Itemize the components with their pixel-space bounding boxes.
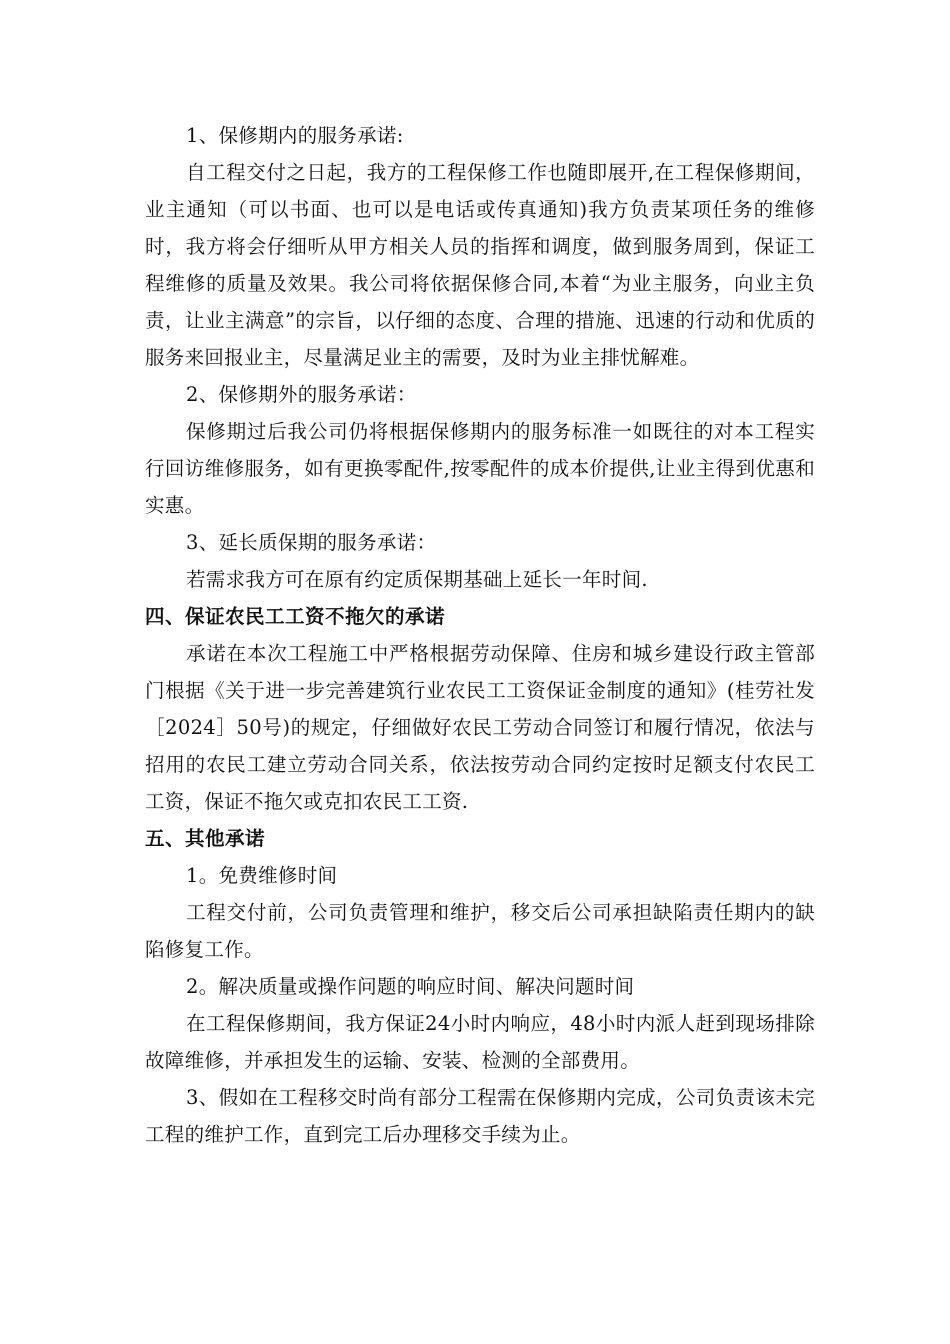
paragraph-post-warranty-detail: 保修期过后我公司仍将根据保修期内的服务标准一如既往的对本工程实行回访维修服务，如有更换零配件,按零配件的成本价提供,让业主得到优惠和实惠。 xyxy=(145,420,815,517)
paragraph-unfinished-work-commitment: 3、假如在工程移交时尚有部分工程需在保修期内完成，公司负责该未完工程的维护工作，直到完工后办理移交手续为止。 xyxy=(145,1086,815,1146)
section-item-free-repair-time: 1。免费维修时间 xyxy=(186,864,338,887)
paragraph-extended-warranty-detail: 若需求我方可在原有约定质保期基础上延长一年时间. xyxy=(186,568,648,591)
section-heading-other-commitments: 五、其他承诺 xyxy=(145,827,266,850)
section-heading-wage-commitment: 四、保证农民工工资不拖欠的承诺 xyxy=(145,605,446,628)
section-item-warranty-period-commitment: 1、保修期内的服务承诺: xyxy=(186,124,404,147)
document-body xyxy=(145,117,815,1153)
paragraph-wage-commitment-detail: 承诺在本次工程施工中严格根据劳动保障、住房和城乡建设行政主管部门根据《关于进一步完善建筑行业农民工工资保证金制度的通知》(桂劳社发［2024］50号)的规定，仔细做好农民工劳动合同签订和履行情况，依法与招用的农民工建立劳动合同关系，依法按劳动合同约定按时足额支付农民工工资，保证不拖欠或克扣农民工工资. xyxy=(145,642,815,813)
section-item-post-warranty-commitment: 2、保修期外的服务承诺： xyxy=(186,383,417,406)
paragraph-free-repair-detail: 工程交付前，公司负责管理和维护，移交后公司承担缺陷责任期内的缺陷修复工作。 xyxy=(145,901,815,961)
paragraph-warranty-period-detail: 自工程交付之日起，我方的工程保修工作也随即展开,在工程保修期间，业主通知（可以书面、也可以是电话或传真通知)我方负责某项任务的维修时，我方将会仔细听从甲方相关人员的指挥和调度，做到服务周到，保证工程维修的质量及效果。我公司将依据保修合同,本着“为业主服务，向业主负责，让业主满意”的宗旨，以仔细的态度、合理的措施、迅速的行动和优质的服务来回报业主，尽量满足业主的需要，及时为业主排忧解难。 xyxy=(145,161,815,369)
paragraph-response-time-detail: 在工程保修期间，我方保证24小时内响应，48小时内派人赶到现场排除故障维修，并承担发生的运输、安装、检测的全部费用。 xyxy=(145,1012,815,1072)
section-item-extended-warranty-commitment: 3、延长质保期的服务承诺： xyxy=(186,531,437,554)
section-item-response-time: 2。解决质量或操作问题的响应时间、解决问题时间 xyxy=(186,975,635,998)
